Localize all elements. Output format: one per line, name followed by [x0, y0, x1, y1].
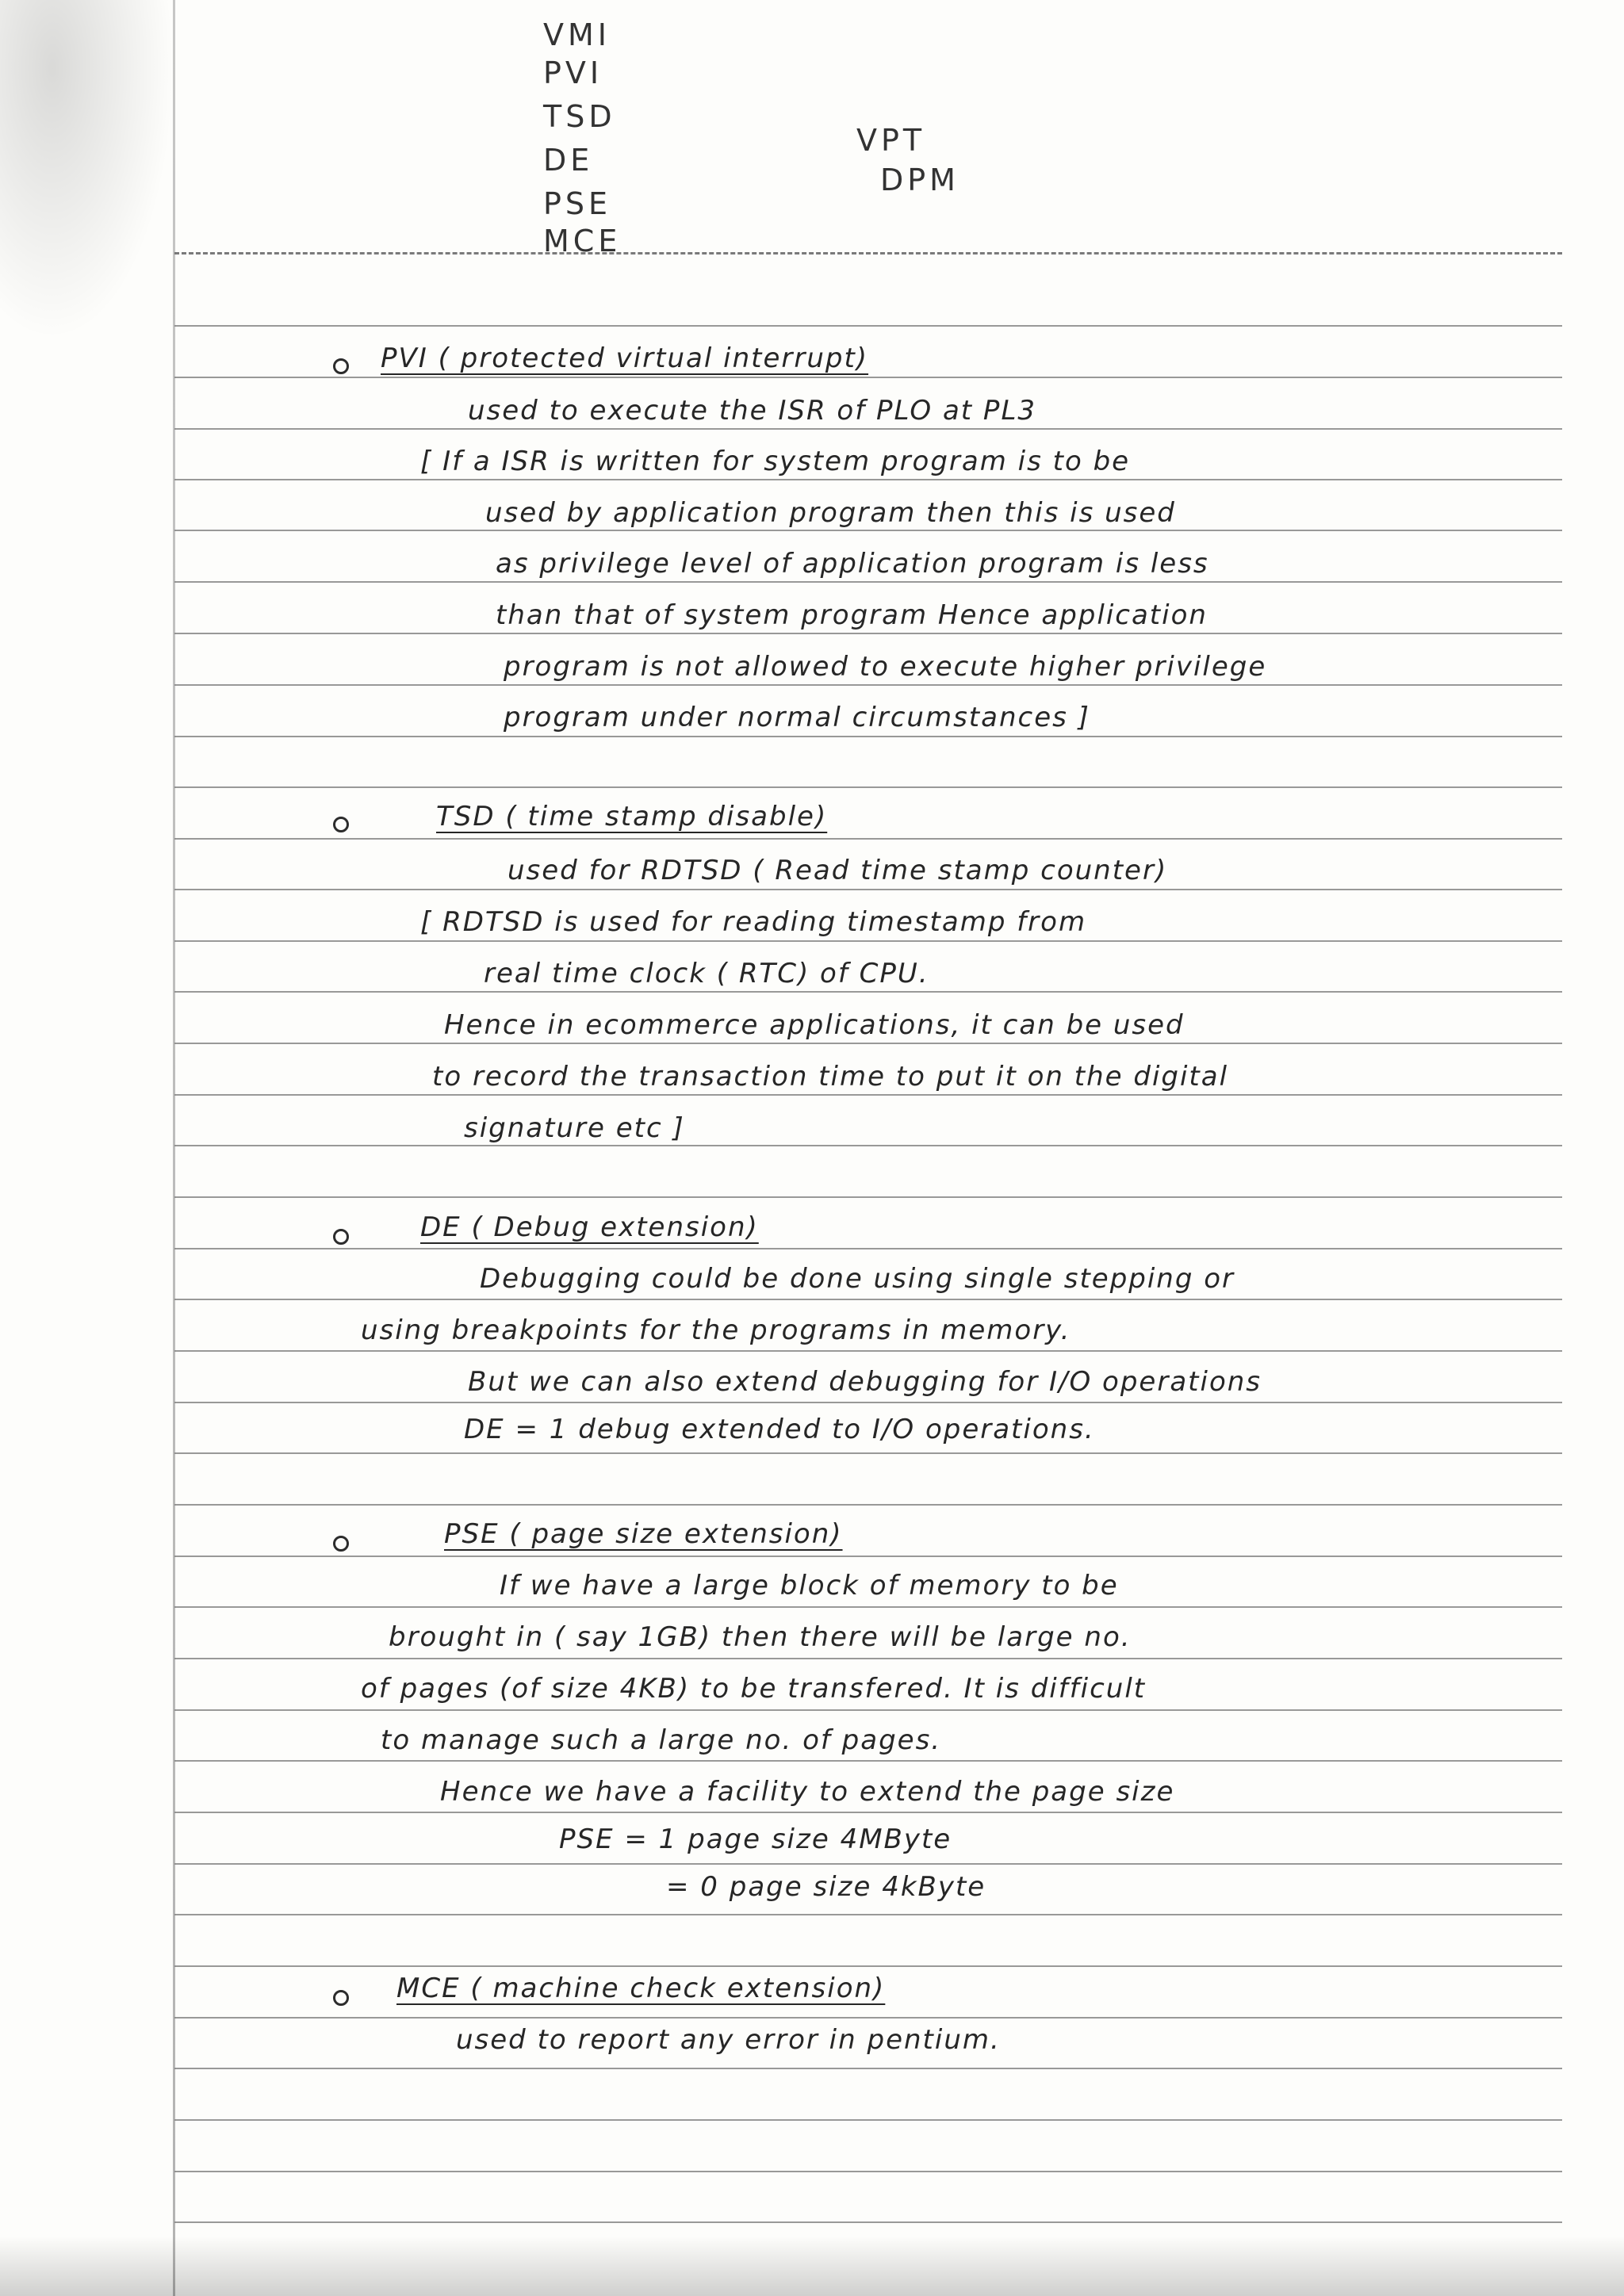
ruled-line: [174, 2119, 1562, 2121]
ruled-line: [174, 530, 1562, 531]
ruled-line: [174, 428, 1562, 430]
ruled-line: [174, 2221, 1562, 2223]
top-note-pse: PSE: [543, 186, 612, 221]
top-note-tsd: TSD: [543, 99, 616, 134]
heading-pse: PSE ( page size extension): [444, 1518, 843, 1550]
heading-tsd: TSD ( time stamp disable): [436, 801, 828, 832]
tsd-line: real time clock ( RTC) of CPU.: [484, 958, 929, 989]
ruled-line: [174, 1606, 1562, 1608]
heading-pvi: PVI ( protected virtual interrupt): [381, 342, 869, 374]
ruled-line: [174, 1094, 1562, 1096]
ruled-line: [174, 1402, 1562, 1403]
scan-shadow-bottom: [0, 2236, 1624, 2296]
ruled-line: [174, 479, 1562, 480]
pvi-line: as privilege level of application program is less: [496, 548, 1209, 580]
tsd-line: used for RDTSD ( Read time stamp counter): [508, 855, 1168, 886]
top-note-mce: MCE: [543, 224, 622, 258]
ruled-line: [174, 684, 1562, 686]
margin-line: [173, 0, 175, 2296]
top-note-vpt: VPT: [856, 123, 926, 158]
pse-line: brought in ( say 1GB) then there will be large no.: [389, 1621, 1132, 1653]
ruled-line: [174, 1452, 1562, 1454]
scan-shadow-top-left: [0, 0, 174, 341]
ruled-line: [174, 889, 1562, 890]
ruled-line: [174, 1556, 1562, 1557]
ruled-line: [174, 633, 1562, 634]
ruled-line: [174, 736, 1562, 737]
pse-line: PSE = 1 page size 4MByte: [559, 1823, 952, 1855]
heading-de: DE ( Debug extension): [420, 1211, 759, 1243]
bullet-pse: [333, 1536, 349, 1552]
ruled-line: [174, 377, 1562, 378]
bullet-pvi: [333, 358, 349, 374]
pse-line: of pages (of size 4KB) to be transfered. It is difficult: [361, 1673, 1147, 1705]
ruled-line: [174, 1504, 1562, 1506]
top-note-pvi: PVI: [543, 55, 603, 90]
de-line: DE = 1 debug extended to I/O operations.: [464, 1414, 1095, 1445]
pvi-line: used by application program then this is used: [485, 497, 1176, 529]
ruled-line: [174, 581, 1562, 583]
tsd-line: signature etc ]: [464, 1112, 685, 1144]
header-dashed-rule: [174, 252, 1562, 254]
ruled-line: [174, 838, 1562, 840]
ruled-line: [174, 1299, 1562, 1300]
ruled-line: [174, 1760, 1562, 1762]
bullet-mce: [333, 1990, 349, 2006]
tsd-line: to record the transaction time to put it on the digital: [432, 1061, 1229, 1093]
ruled-line: [174, 940, 1562, 942]
top-note-dpm: DPM: [880, 163, 959, 197]
pse-line: Hence we have a facility to extend the page size: [440, 1776, 1175, 1808]
heading-mce: MCE ( machine check extension): [396, 1973, 886, 2004]
de-line: using breakpoints for the programs in memory.: [361, 1314, 1071, 1346]
ruled-line: [174, 1965, 1562, 1967]
ruled-line: [174, 786, 1562, 788]
pvi-line: used to execute the ISR of PLO at PL3: [468, 395, 1037, 427]
ruled-line: [174, 1863, 1562, 1865]
top-note-vmi: VMI: [543, 17, 611, 52]
de-line: Debugging could be done using single stepping or: [480, 1263, 1235, 1295]
ruled-line: [174, 991, 1562, 993]
ruled-line: [174, 1709, 1562, 1711]
pvi-line: program under normal circumstances ]: [504, 702, 1090, 733]
mce-line: used to report any error in pentium.: [456, 2024, 1001, 2056]
pvi-line: program is not allowed to execute higher privilege: [504, 651, 1267, 683]
ruled-line: [174, 1658, 1562, 1659]
ruled-line: [174, 2017, 1562, 2019]
pvi-line: [ If a ISR is written for system program is to be: [420, 446, 1131, 477]
de-line: But we can also extend debugging for I/O operations: [468, 1366, 1262, 1398]
ruled-line: [174, 1350, 1562, 1352]
pvi-line: than that of system program Hence application: [496, 599, 1208, 631]
pse-line: = 0 page size 4kByte: [666, 1871, 986, 1903]
pse-line: If we have a large block of memory to be: [500, 1570, 1119, 1601]
bullet-de: [333, 1229, 349, 1245]
ruled-line: [174, 1145, 1562, 1146]
pse-line: to manage such a large no. of pages.: [381, 1724, 942, 1756]
ruled-line: [174, 1043, 1562, 1044]
ruled-line: [174, 325, 1562, 327]
tsd-line: [ RDTSD is used for reading timestamp from: [420, 906, 1087, 938]
top-note-de: DE: [543, 143, 594, 178]
ruled-line: [174, 1196, 1562, 1198]
tsd-line: Hence in ecommerce applications, it can be used: [444, 1009, 1185, 1041]
ruled-line: [174, 1812, 1562, 1813]
ruled-line: [174, 2171, 1562, 2172]
ruled-line: [174, 2068, 1562, 2069]
ruled-line: [174, 1248, 1562, 1249]
ruled-line: [174, 1914, 1562, 1915]
bullet-tsd: [333, 817, 349, 832]
